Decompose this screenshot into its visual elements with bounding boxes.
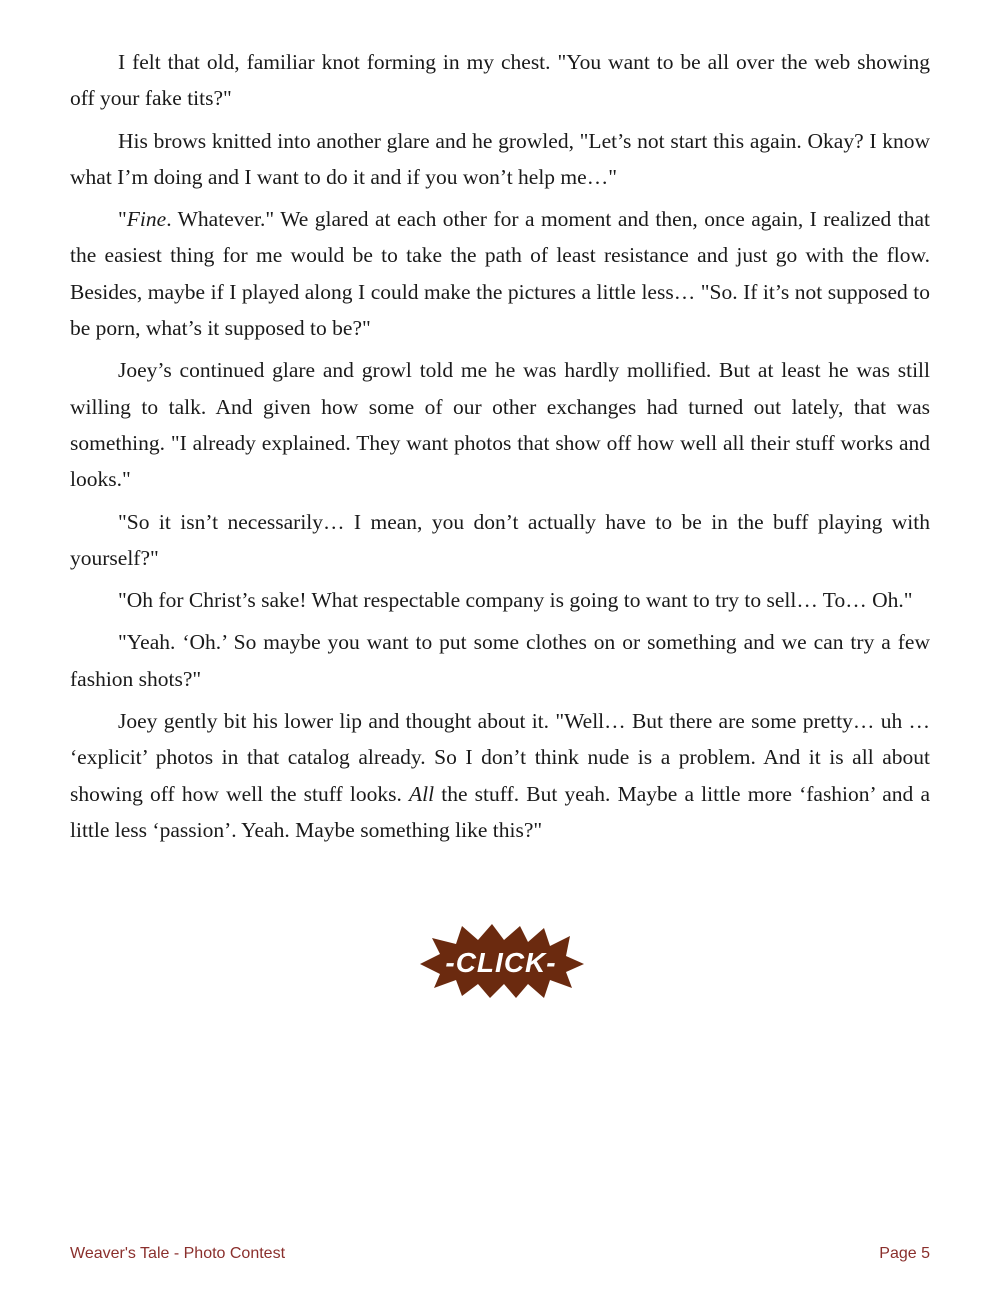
footer-title: Weaver's Tale - Photo Contest: [70, 1245, 286, 1262]
page-number: Page 5: [879, 1245, 930, 1262]
text-run: the stuff. But yeah. Maybe a little more ‘fashion’ and a little less ‘passion’. Yeah. Maybe something like this?": [70, 781, 931, 842]
italic-text: Fine: [126, 207, 167, 232]
text-run: His brows knitted into another glare and he growled, "Let’s not start this again. Okay? I know what I’m doing and I want to do it and if you won’t help me…": [70, 128, 930, 189]
text-run: Joey gently bit his lower lip and thought about it. "Well… But there are some pretty… uh … ‘explicit’ photos in that catalog already. So I don’t think nude is a problem. And it is all about showing off how well the stuff looks.: [70, 709, 930, 806]
text-run: ": [118, 207, 127, 232]
text-run: "Oh for Christ’s sake! What respectable company is going to want to try to sell… To… Oh.": [118, 588, 913, 613]
text-run: . Whatever." We glared at each other for a moment and then, once again, I realized that the easiest thing for me would be to take the path of least resistance and just go with the flow. Besides, maybe if I played along I could make the pictures a little less… "So. If it’s not supposed to be porn, what’s it supposed to be?": [70, 207, 930, 341]
story-paragraph: [70, 44, 930, 117]
story-paragraph: [70, 703, 930, 848]
text-run: "So it isn’t necessarily… I mean, you don’t actually have to be in the buff playing with yourself?": [70, 509, 930, 570]
italic-text: All: [409, 781, 435, 806]
click-sound-effect-graphic: [416, 922, 586, 1000]
text-run: "Yeah. ‘Oh.’ So maybe you want to put some clothes on or something and we can try a few fashion shots?": [70, 630, 930, 691]
story-text: [70, 44, 930, 854]
story-paragraph: [70, 201, 930, 346]
story-paragraph: [70, 624, 930, 697]
story-paragraph: [70, 123, 930, 196]
text-run: Joey’s continued glare and growl told me he was hardly mollified. But at least he was still willing to talk. And given how some of our other exchanges had turned out lately, that was something. "I already explained. They want photos that show off how well all their stuff works and looks.": [70, 358, 930, 492]
click-text: -CLICK-: [445, 947, 557, 978]
story-paragraph: [70, 504, 930, 577]
story-paragraph: [70, 582, 930, 618]
story-paragraph: [70, 352, 930, 497]
text-run: I felt that old, familiar knot forming in my chest. "You want to be all over the web showing off your fake tits?": [70, 50, 930, 111]
